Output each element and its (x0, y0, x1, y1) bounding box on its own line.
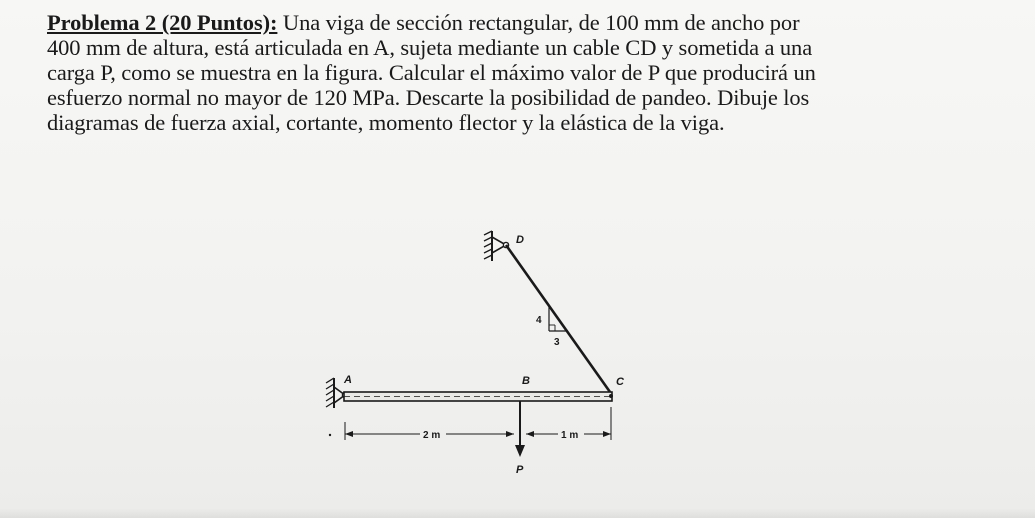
slope-rise-label: 4 (536, 315, 542, 326)
problem-line-4: esfuerzo normal no mayor de 120 MPa. Descarte la posibilidad de pandeo. Dibuje los (47, 85, 810, 110)
problem-statement (47, 10, 1007, 135)
label-c: C (616, 376, 624, 388)
dimension-ab-label: 2 m (423, 430, 441, 441)
label-d: D (516, 234, 524, 246)
joint-c (609, 394, 613, 398)
dot-mark (329, 434, 331, 436)
problem-line-1 (47, 10, 1007, 35)
label-a: A (344, 374, 352, 386)
support-d (484, 231, 509, 261)
label-b: B (522, 375, 530, 387)
slope-run-label: 3 (554, 337, 560, 348)
beam-cable-diagram (300, 215, 660, 495)
problem-line-2: 400 mm de altura, está articulada en A, sujeta mediante un cable CD y sometida a una (47, 35, 813, 60)
problem-line-3: carga P, como se muestra en la figura. Calcular el máximo valor de P que producirá un (47, 60, 816, 85)
problem-heading: Problema 2 (20 Puntos): (47, 10, 278, 35)
photo-shadow (0, 508, 1035, 518)
beam-ac (344, 392, 612, 401)
problem-line-5: diagramas de fuerza axial, cortante, momento flector y la elástica de la viga. (47, 110, 725, 135)
problem-line-1-text: Una viga de sección rectangular, de 100 mm de ancho por (277, 10, 800, 35)
load-p-arrow (515, 401, 525, 457)
dimension-bc-label: 1 m (561, 430, 579, 441)
label-p: P (516, 464, 524, 476)
cable-cd (506, 245, 610, 392)
